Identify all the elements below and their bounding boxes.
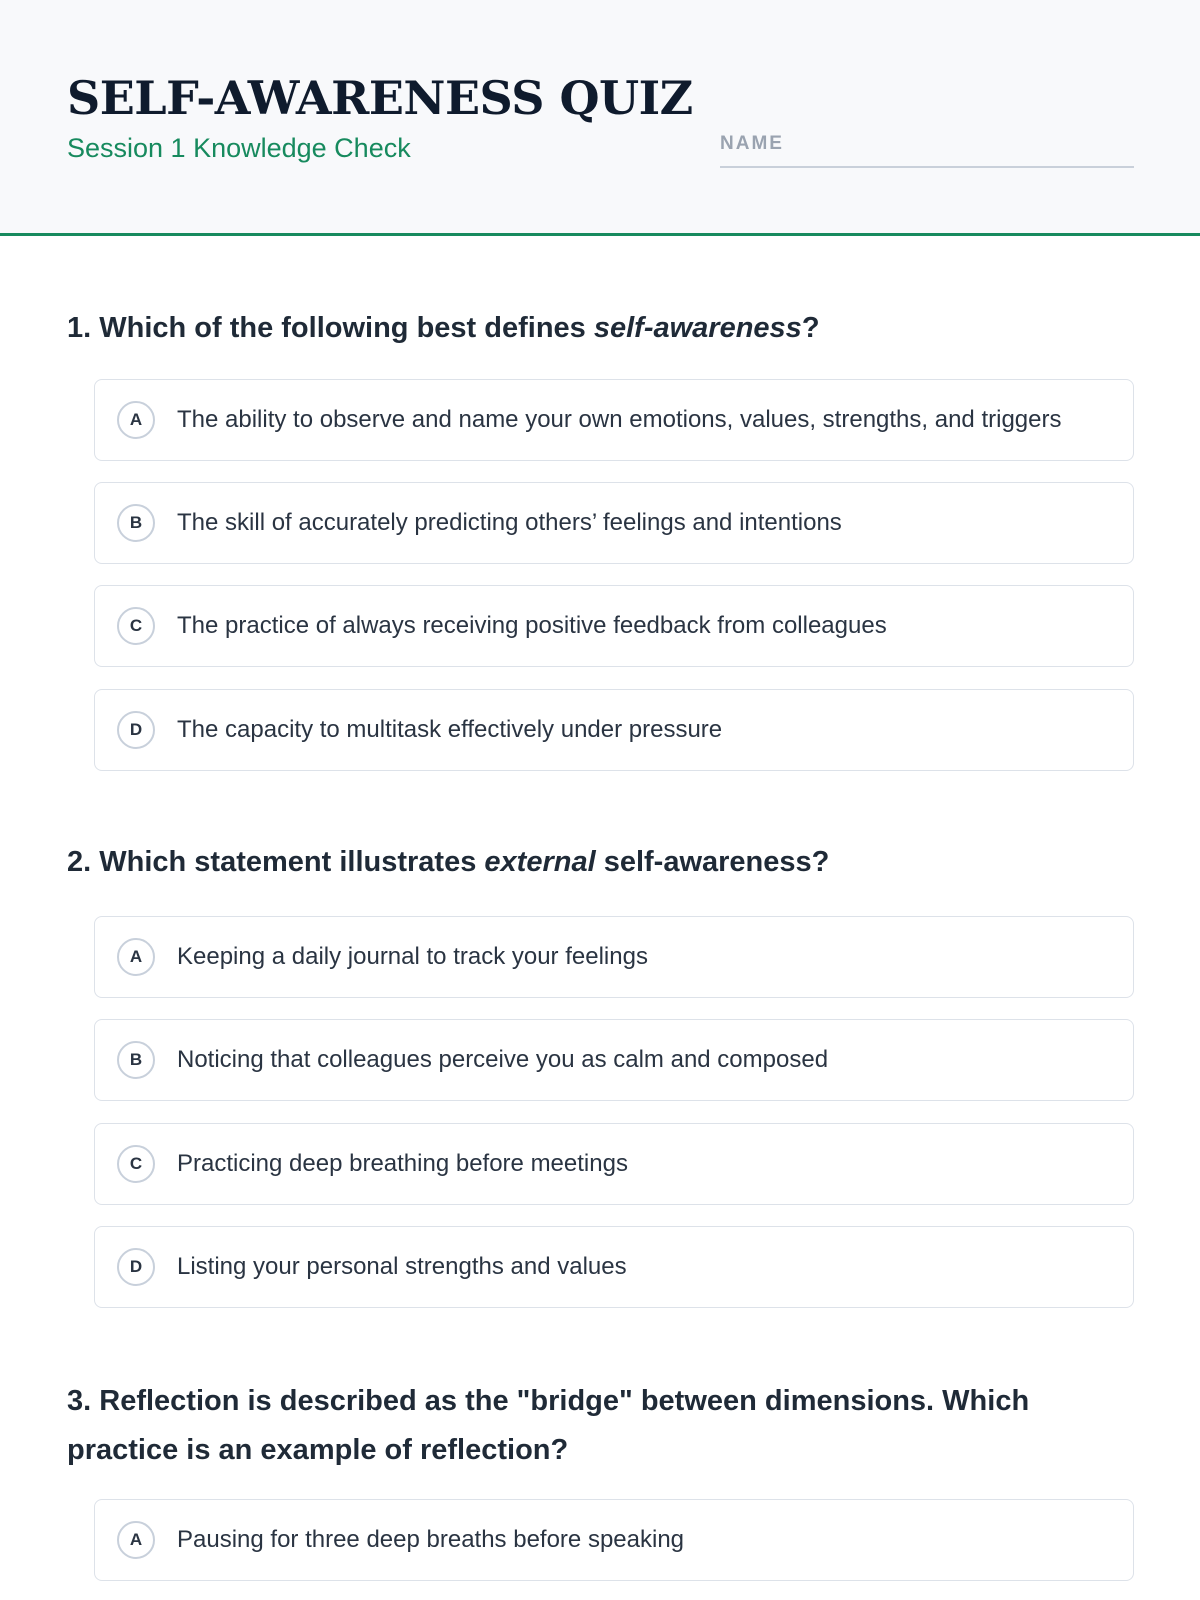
- question-3-option-a[interactable]: [94, 1499, 1134, 1581]
- option-text: Listing your personal strengths and values: [177, 1253, 627, 1280]
- question-emphasis: external: [484, 846, 596, 878]
- question-1-option-d[interactable]: [94, 689, 1134, 771]
- question-2-option-d[interactable]: [94, 1226, 1134, 1308]
- question-2-option-a[interactable]: [94, 916, 1134, 998]
- question-2-option-c[interactable]: [94, 1123, 1134, 1205]
- option-letter-badge: A: [117, 938, 155, 976]
- question-3-title: [67, 1377, 1137, 1475]
- option-letter-badge: C: [117, 607, 155, 645]
- question-1-title: [67, 304, 1137, 353]
- question-2-option-b[interactable]: [94, 1019, 1134, 1101]
- option-text: The skill of accurately predicting others’ feelings and intentions: [177, 509, 842, 536]
- question-number: 1.: [67, 312, 92, 344]
- option-text: Keeping a daily journal to track your feelings: [177, 943, 648, 970]
- question-2-title: [67, 838, 1137, 887]
- option-text: The ability to observe and name your own emotions, values, strengths, and triggers: [177, 406, 1062, 433]
- option-letter-badge: A: [117, 401, 155, 439]
- question-emphasis: self-awareness: [593, 312, 802, 344]
- question-1-option-b[interactable]: [94, 482, 1134, 564]
- option-letter-badge: B: [117, 504, 155, 542]
- option-text: Pausing for three deep breaths before speaking: [177, 1526, 685, 1553]
- question-number: 2.: [67, 846, 92, 878]
- question-text: Reflection is described as the "bridge" between dimensions. Which practice is an example of reflection?: [67, 1385, 1030, 1466]
- option-letter-badge: B: [117, 1041, 155, 1079]
- option-text: The capacity to multitask effectively under pressure: [177, 716, 723, 743]
- option-text: Practicing deep breathing before meetings: [177, 1150, 628, 1177]
- page-title: SELF-AWARENESS QUIZ: [67, 71, 693, 125]
- question-number: 3.: [67, 1385, 92, 1417]
- question-1-option-a[interactable]: [94, 379, 1134, 461]
- option-letter-badge: C: [117, 1145, 155, 1183]
- name-field-label: NAME: [720, 133, 784, 154]
- question-1-option-c[interactable]: [94, 585, 1134, 667]
- question-text: Which of the following best defines: [99, 312, 594, 344]
- page-subtitle: Session 1 Knowledge Check: [67, 133, 411, 163]
- question-text-end: self-awareness?: [595, 846, 830, 878]
- question-text: Which statement illustrates: [99, 846, 485, 878]
- question-text-end: ?: [801, 312, 820, 344]
- option-text: The practice of always receiving positive feedback from colleagues: [177, 612, 887, 639]
- option-letter-badge: A: [117, 1521, 155, 1559]
- name-field[interactable]: [720, 130, 1134, 168]
- option-text: Noticing that colleagues perceive you as calm and composed: [177, 1046, 829, 1073]
- option-letter-badge: D: [117, 711, 155, 749]
- quiz-header: [0, 0, 1200, 236]
- option-letter-badge: D: [117, 1248, 155, 1286]
